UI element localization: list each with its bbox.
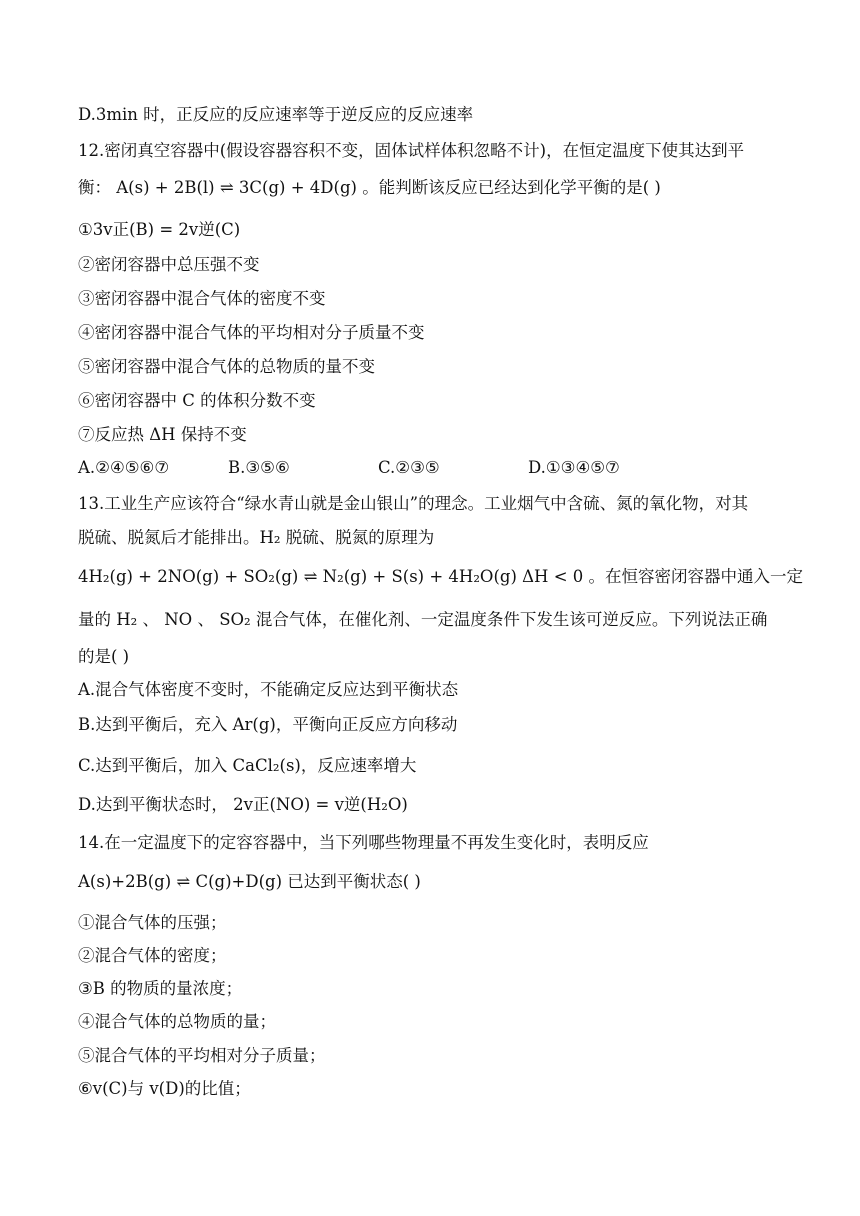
q13-stem-3: 量的 H₂ 、 NO 、 SO₂ 混合气体，在催化剂、一定温度条件下发生该可逆反应。下列说法正确 (78, 610, 768, 629)
q13-option-d: D.达到平衡状态时， 2v正(NO) = v逆(H₂O) (78, 795, 408, 814)
q14-item-5: ⑤混合气体的平均相对分子质量； (78, 1046, 326, 1065)
q14-item-1: ①混合气体的压强； (78, 913, 227, 932)
q12-option-c: C.②③⑤ (378, 458, 440, 477)
q12-option-a: A.②④⑤⑥⑦ (78, 458, 170, 477)
q14-equation: A(s)+2B(g) ⇌ C(g)+D(g) 已达到平衡状态( ) (78, 872, 421, 891)
q13-stem-4: 的是( ) (78, 647, 130, 666)
q12-item-5: ⑤密闭容器中混合气体的总物质的量不变 (78, 357, 375, 376)
q11-option-d: D.3min 时，正反应的反应速率等于逆反应的反应速率 (78, 105, 474, 124)
q12-item-6: ⑥密闭容器中 C 的体积分数不变 (78, 391, 316, 410)
q12-item-4: ④密闭容器中混合气体的平均相对分子质量不变 (78, 323, 425, 342)
q12-equation: 衡： A(s) + 2B(l) ⇌ 3C(g) + 4D(g) 。能判断该反应已经达到化学平衡的是( ) (78, 178, 661, 197)
q14-item-2: ②混合气体的密度； (78, 946, 227, 965)
q12-item-2: ②密闭容器中总压强不变 (78, 255, 260, 274)
q14-item-4: ④混合气体的总物质的量； (78, 1012, 276, 1031)
q12-item-1: ①3v正(B) = 2v逆(C) (78, 220, 241, 239)
q12-options (78, 457, 620, 479)
q13-stem-2: 脱硫、脱氮后才能排出。H₂ 脱硫、脱氮的原理为 (78, 528, 435, 547)
q13-option-c: C.达到平衡后，加入 CaCl₂(s)，反应速率增大 (78, 756, 417, 775)
q12-option-d: D.①③④⑤⑦ (528, 458, 620, 477)
q12-item-7: ⑦反应热 ΔH 保持不变 (78, 425, 247, 444)
q14-stem: 14.在一定温度下的定容容器中，当下列哪些物理量不再发生变化时，表明反应 (78, 833, 649, 852)
q14-item-6: ⑥v(C)与 v(D)的比值； (78, 1079, 251, 1098)
q14-item-3: ③B 的物质的量浓度； (78, 979, 243, 998)
q13-option-b: B.达到平衡后，充入 Ar(g)，平衡向正反应方向移动 (78, 715, 458, 734)
q12-item-3: ③密闭容器中混合气体的密度不变 (78, 289, 326, 308)
q12-option-b: B.③⑤⑥ (228, 458, 290, 477)
q12-stem: 12.密闭真空容器中(假设容器容积不变，固体试样体积忽略不计)，在恒定温度下使其达到平 (78, 141, 745, 160)
q13-option-a: A.混合气体密度不变时，不能确定反应达到平衡状态 (78, 680, 459, 699)
q13-equation: 4H₂(g) + 2NO(g) + SO₂(g) ⇌ N₂(g) + S(s) + 4H₂O(g) ΔH < 0 。在恒容密闭容器中通入一定 (78, 567, 804, 586)
q13-stem: 13.工业生产应该符合“绿水青山就是金山银山”的理念。工业烟气中含硫、氮的氧化物，对其 (78, 494, 749, 513)
